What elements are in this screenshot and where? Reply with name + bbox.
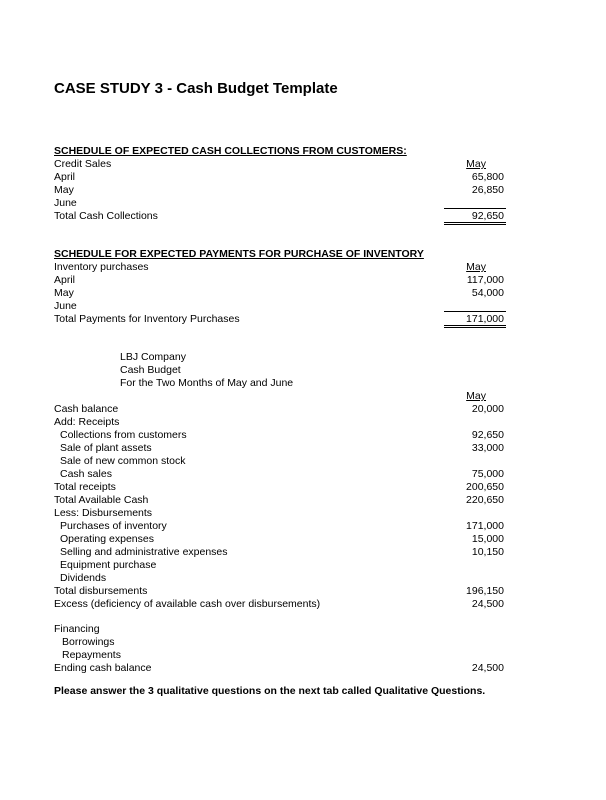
collections-row-label: April xyxy=(54,171,76,183)
collections-sub-label: Credit Sales xyxy=(54,158,112,170)
payments-row-label: May xyxy=(54,287,74,299)
page-title: CASE STUDY 3 - Cash Budget Template xyxy=(54,80,338,97)
less-disbursements-label: Less: Disbursements xyxy=(54,507,153,519)
ending-balance-label: Ending cash balance xyxy=(54,662,152,674)
dividends-label: Dividends xyxy=(60,572,107,584)
collections-heading: SCHEDULE OF EXPECTED CASH COLLECTIONS FROM CUSTOMERS: xyxy=(54,145,407,157)
collections-label: Collections from customers xyxy=(60,429,187,441)
total-rule xyxy=(444,208,506,209)
total-receipts-label: Total receipts xyxy=(54,481,116,493)
instruction-note: Please answer the 3 qualitative questions on the next tab called Qualitative Questions. xyxy=(54,685,486,697)
total-rule xyxy=(444,311,506,312)
company-name: LBJ Company xyxy=(120,351,186,363)
total-double-rule xyxy=(444,325,506,328)
payments-row-value: 54,000 xyxy=(471,287,504,299)
budget-column-header: May xyxy=(466,390,486,402)
selling-label: Selling and administrative expenses xyxy=(60,546,228,558)
borrowings-label: Borrowings xyxy=(62,636,115,648)
purchases-value: 171,000 xyxy=(466,520,504,532)
payments-sub-label: Inventory purchases xyxy=(54,261,149,273)
excess-label: Excess (deficiency of available cash over disbursements) xyxy=(54,598,321,610)
total-available-value: 220,650 xyxy=(466,494,504,506)
add-receipts-label: Add: Receipts xyxy=(54,416,120,428)
cash-balance-label: Cash balance xyxy=(54,403,119,415)
ending-balance-value: 24,500 xyxy=(471,662,504,674)
collections-value: 92,650 xyxy=(471,429,504,441)
excess-value: 24,500 xyxy=(471,598,504,610)
cash-sales-label: Cash sales xyxy=(60,468,112,480)
financing-label: Financing xyxy=(54,623,100,635)
budget-title: Cash Budget xyxy=(120,364,181,376)
collections-total-value: 92,650 xyxy=(471,210,504,222)
budget-period: For the Two Months of May and June xyxy=(120,377,294,389)
cash-balance-value: 20,000 xyxy=(471,403,504,415)
plant-assets-value: 33,000 xyxy=(471,442,504,454)
total-disbursements-value: 196,150 xyxy=(466,585,504,597)
total-double-rule xyxy=(444,222,506,225)
plant-assets-label: Sale of plant assets xyxy=(60,442,152,454)
total-disbursements-label: Total disbursements xyxy=(54,585,148,597)
equipment-label: Equipment purchase xyxy=(60,559,157,571)
purchases-label: Purchases of inventory xyxy=(60,520,167,532)
payments-total-value: 171,000 xyxy=(466,313,504,325)
repayments-label: Repayments xyxy=(62,649,121,661)
operating-value: 15,000 xyxy=(471,533,504,545)
cash-sales-value: 75,000 xyxy=(471,468,504,480)
payments-total-label: Total Payments for Inventory Purchases xyxy=(54,313,240,325)
total-receipts-value: 200,650 xyxy=(466,481,504,493)
common-stock-label: Sale of new common stock xyxy=(60,455,186,467)
payments-column-header: May xyxy=(466,261,486,273)
total-available-label: Total Available Cash xyxy=(54,494,149,506)
selling-value: 10,150 xyxy=(471,546,504,558)
collections-row-label: June xyxy=(54,197,77,209)
collections-row-label: May xyxy=(54,184,74,196)
payments-heading: SCHEDULE FOR EXPECTED PAYMENTS FOR PURCHASE OF INVENTORY xyxy=(54,248,424,260)
collections-row-value: 65,800 xyxy=(471,171,504,183)
payments-row-label: April xyxy=(54,274,76,286)
operating-label: Operating expenses xyxy=(60,533,154,545)
collections-total-label: Total Cash Collections xyxy=(54,210,158,222)
collections-column-header: May xyxy=(466,158,486,170)
payments-row-value: 117,000 xyxy=(466,274,504,286)
collections-row-value: 26,850 xyxy=(471,184,504,196)
payments-row-label: June xyxy=(54,300,77,312)
